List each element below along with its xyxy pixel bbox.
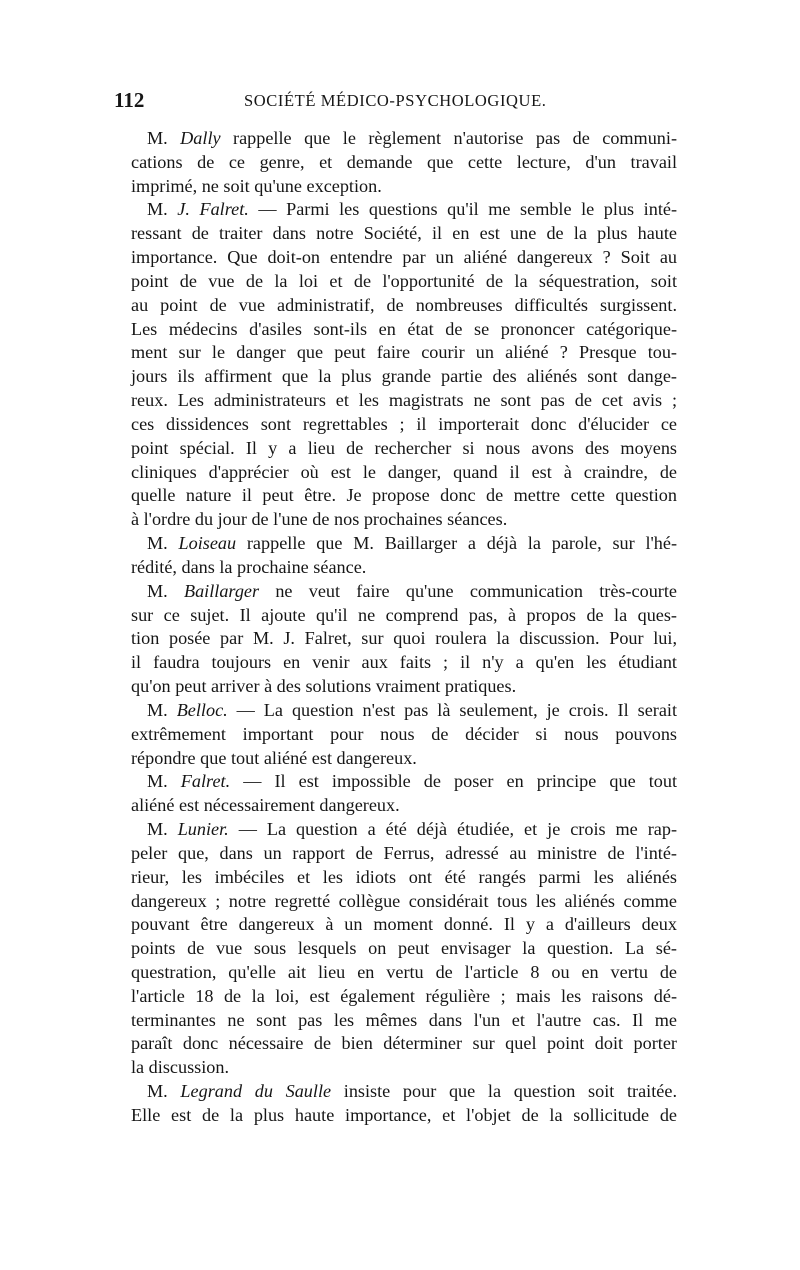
- text-line: [131, 723, 677, 747]
- line-text: — La question n'est pas là seulement, je crois. Il serait: [227, 699, 678, 720]
- speaker-name: Legrand du Saulle: [180, 1081, 332, 1102]
- text-line: [131, 175, 677, 199]
- text-line: [131, 1032, 677, 1056]
- speaker-prefix: M.: [147, 580, 184, 601]
- line-text: quelle nature il peut être. Je propose donc de mettre cette question: [131, 485, 677, 506]
- text-line: [131, 318, 677, 342]
- line-text: extrêmement important pour nous de décider si nous pouvons: [131, 723, 677, 744]
- text-line: [131, 1080, 677, 1104]
- speaker-prefix: M.: [147, 128, 181, 148]
- speaker-prefix: M.: [147, 819, 178, 840]
- text-line: [131, 866, 677, 890]
- text-line: [131, 651, 677, 675]
- text-line: [131, 198, 677, 222]
- page-number: 112: [114, 88, 145, 112]
- line-text: reux. Les administrateurs et les magistrats ne sont pas de cet avis ;: [131, 390, 677, 411]
- speaker-prefix: M.: [147, 771, 181, 792]
- text-line: [131, 461, 677, 485]
- line-text: il faudra toujours en venir aux faits ; il n'y a qu'en les étudiant: [131, 652, 677, 673]
- line-text: — La question a été déjà étudiée, et je crois me rap-: [228, 819, 677, 840]
- line-text: Elle est de la plus haute importance, et l'objet de la sollicitude de: [131, 1104, 677, 1125]
- line-text: cliniques d'apprécier où est le danger, quand il est à craindre, de: [131, 461, 677, 482]
- text-line: [131, 794, 677, 818]
- line-text: paraît donc nécessaire de bien déterminer sur quel point doit porter: [131, 1033, 677, 1054]
- line-text: tion posée par M. J. Falret, sur quoi roulera la discussion. Pour lui,: [131, 628, 677, 649]
- speaker-prefix: M.: [147, 699, 177, 720]
- speaker-name: Falret.: [180, 771, 231, 792]
- line-text: jours ils affirment que la plus grande partie des aliénés sont dange-: [131, 366, 677, 387]
- text-line: [131, 556, 677, 580]
- text-line: [131, 604, 677, 628]
- speaker-name: Dally: [180, 128, 221, 148]
- text-line: [131, 675, 677, 699]
- speaker-name: J. Falret.: [177, 199, 249, 220]
- running-title: SOCIÉTÉ MÉDICO-PSYCHOLOGIQUE.: [244, 91, 547, 110]
- text-line: [131, 437, 677, 461]
- text-line: [131, 508, 677, 532]
- speaker-prefix: M.: [147, 1081, 181, 1102]
- text-line: [131, 294, 677, 318]
- line-text: points de vue sous lesquels on peut envisager la question. La sé-: [131, 938, 677, 959]
- line-text: questration, qu'elle ait lieu en vertu de l'article 8 ou en vertu de: [131, 961, 677, 982]
- text-line: [131, 1009, 677, 1033]
- line-text: cations de ce genre, et demande que cette lecture, d'un travail: [131, 151, 677, 172]
- speaker-name: Lunier.: [177, 819, 229, 840]
- line-text: ne veut faire qu'une communication très-courte: [259, 580, 677, 601]
- text-line: [131, 222, 677, 246]
- line-text: importance. Que doit-on entendre par un aliéné dangereux ? Soit au: [131, 247, 677, 268]
- line-text: imprimé, ne soit qu'une exception.: [131, 175, 382, 196]
- line-text: répondre que tout aliéné est dangereux.: [131, 747, 417, 768]
- speaker-prefix: M.: [147, 199, 178, 220]
- line-text: ressant de traiter dans notre Société, il en est une de la plus haute: [131, 223, 677, 244]
- text-line: [131, 580, 677, 604]
- line-text: au point de vue administratif, de nombreuses difficultés surgissent.: [131, 294, 677, 315]
- text-line: [131, 389, 677, 413]
- text-line: [131, 532, 677, 556]
- line-text: — Il est impossible de poser en principe que tout: [230, 771, 678, 792]
- line-text: ces dissidences sont regrettables ; il importerait donc d'élucider ce: [131, 413, 677, 434]
- page-header: [114, 88, 674, 118]
- speaker-name: Belloc.: [176, 699, 228, 720]
- line-text: ment sur le danger que peut faire courir un aliéné ? Presque tou-: [131, 342, 677, 363]
- text-line: [131, 270, 677, 294]
- text-line: [131, 1056, 677, 1080]
- text-line: [131, 1104, 677, 1128]
- text-line: [131, 699, 677, 723]
- line-text: à l'ordre du jour de l'une de nos prochaines séances.: [131, 509, 508, 530]
- line-text: Les médecins d'asiles sont-ils en état de se prononcer catégorique-: [131, 318, 677, 339]
- line-text: sur ce sujet. Il ajoute qu'il ne comprend pas, à propos de la ques-: [131, 604, 677, 625]
- line-text: insiste pour que la question soit traitée.: [331, 1081, 677, 1102]
- line-text: — Parmi les questions qu'il me semble le plus inté-: [248, 199, 678, 220]
- line-text: pouvant être dangereux à un moment donné. Il y a d'ailleurs deux: [131, 914, 677, 935]
- line-text: l'article 18 de la loi, est également régulière ; mais les raisons dé-: [131, 985, 677, 1006]
- line-text: rieur, les imbéciles et les idiots ont été rangés parmi les aliénés: [131, 866, 677, 887]
- line-text: aliéné est nécessairement dangereux.: [131, 795, 400, 816]
- text-line: [131, 937, 677, 961]
- text-line: [131, 341, 677, 365]
- text-line: [131, 818, 677, 842]
- line-text: qu'on peut arriver à des solutions vraiment pratiques.: [131, 676, 517, 697]
- text-line: [131, 246, 677, 270]
- line-text: la discussion.: [131, 1057, 230, 1078]
- line-text: point spécial. Il y a lieu de rechercher si nous avons des moyens: [131, 437, 677, 458]
- text-line: [131, 890, 677, 914]
- text-line: [131, 365, 677, 389]
- text-line: [131, 484, 677, 508]
- text-line: [131, 413, 677, 437]
- text-line: [131, 747, 677, 771]
- text-line: [131, 627, 677, 651]
- line-text: point de vue de la loi et de l'opportunité de la séquestration, soit: [131, 270, 677, 291]
- speaker-name: Loiseau: [178, 533, 237, 554]
- text-line: [131, 913, 677, 937]
- line-text: peler que, dans un rapport de Ferrus, adressé au ministre de l'inté-: [131, 842, 677, 863]
- line-text: terminantes ne sont pas les mêmes dans l'un et l'autre cas. Il me: [131, 1009, 677, 1030]
- line-text: rédité, dans la prochaine séance.: [131, 556, 367, 577]
- speaker-name: Baillarger: [183, 580, 260, 601]
- text-line: [131, 770, 677, 794]
- line-text: dangereux ; notre regretté collègue considérait tous les aliénés comme: [131, 890, 677, 911]
- text-line: [131, 985, 677, 1009]
- body-text: [131, 127, 677, 1128]
- text-line: [131, 961, 677, 985]
- line-text: rappelle que le règlement n'autorise pas de communi-: [220, 128, 677, 148]
- speaker-prefix: M.: [147, 533, 179, 554]
- text-line: [131, 151, 677, 175]
- text-line: [131, 842, 677, 866]
- line-text: rappelle que M. Baillarger a déjà la parole, sur l'hé-: [236, 533, 677, 554]
- text-line: [131, 127, 677, 151]
